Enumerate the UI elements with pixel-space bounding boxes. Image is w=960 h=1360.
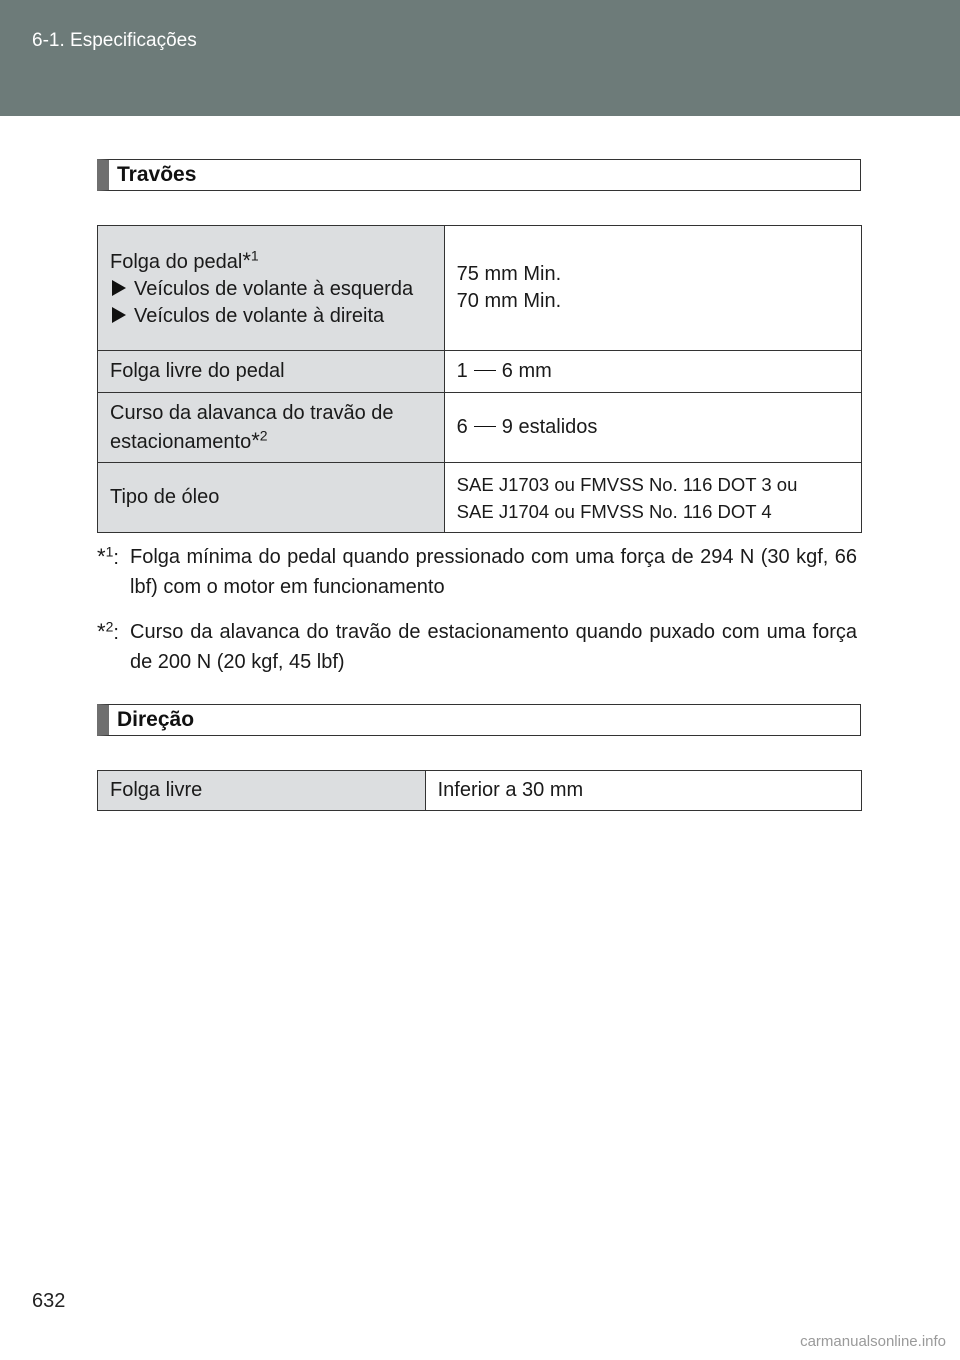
left-hand-drive-value: 75 mm Min. (456, 263, 562, 285)
steering-spec-table (97, 770, 862, 811)
brakes-spec-table (97, 225, 862, 533)
range-dash-icon (474, 370, 496, 371)
fluid-type-value-1: SAE J1703 ou FMVSS No. 116 DOT 3 ou (456, 473, 798, 495)
footnote-star-icon: * (251, 427, 260, 453)
table-cell-label (98, 463, 445, 533)
footnote-mark: *$^1$: (97, 543, 119, 569)
table-row (98, 351, 862, 393)
table-row (98, 226, 862, 351)
table-cell-label (98, 771, 426, 811)
footnote-ref: 1 (250, 246, 259, 263)
footnote-text: Folga mínima do pedal quando pressionado com uma força de 294 N (30 kgf, 66 lbf) com o motor em funcionamento (130, 546, 857, 598)
footnote-ref: 2 (259, 426, 268, 443)
pedal-play-label: Folga do pedal (110, 250, 243, 273)
table-row (98, 393, 862, 463)
left-hand-drive-label: Veículos de volante à esquerda (134, 277, 414, 300)
range-from: 6 (456, 416, 468, 438)
table-row (98, 771, 862, 811)
table-cell-value (444, 463, 861, 533)
steering-free-play-value: Inferior a 30 mm (437, 779, 584, 801)
section-title-brakes (97, 159, 861, 191)
footnote-star-icon: * (242, 247, 251, 273)
table-cell-label (98, 226, 445, 351)
footnote-text: Curso da alavanca do travão de estacionamento quando puxado com uma força de 200 N (20 kgf, 45 lbf) (130, 621, 857, 673)
table-cell-value (444, 393, 861, 463)
page-number: 632 (32, 1290, 66, 1312)
footnote-star-icon: * (97, 619, 106, 644)
range-dash-icon (474, 426, 496, 427)
table-cell-value (444, 351, 861, 393)
range-from: 1 (456, 360, 468, 382)
footnote-1 (97, 542, 857, 602)
right-hand-drive-label: Veículos de volante à direita (134, 304, 385, 327)
watermark: carmanualsonline.info (800, 1333, 946, 1350)
page-header (0, 0, 960, 116)
pedal-free-play-label: Folga livre do pedal (110, 360, 285, 382)
right-hand-drive-value: 70 mm Min. (456, 290, 562, 312)
table-cell-label (98, 393, 445, 463)
section-title-steering (97, 704, 861, 736)
range-to: 9 estalidos (501, 416, 598, 438)
footnote-mark: *$^2$: (97, 618, 119, 644)
parking-brake-travel-label: Curso da alavanca do travão de estacionamento (110, 401, 394, 453)
fluid-type-label: Tipo de óleo (110, 486, 220, 508)
table-cell-value (444, 226, 861, 351)
steering-free-play-label: Folga livre (110, 779, 203, 801)
chapter-title: 6-1. Especificações (32, 30, 197, 51)
table-cell-label (98, 351, 445, 393)
footnote-star-icon: * (97, 544, 106, 569)
footnote-2 (97, 617, 857, 677)
triangle-bullet-icon (112, 307, 126, 323)
triangle-bullet-icon (112, 280, 126, 296)
table-cell-value (425, 771, 861, 811)
footnote-number: 2 (105, 618, 114, 635)
table-row (98, 463, 862, 533)
range-to: 6 mm (501, 360, 552, 382)
section-title-brakes-text: Travões (117, 163, 197, 186)
fluid-type-value-2: SAE J1704 ou FMVSS No. 116 DOT 4 (456, 500, 772, 522)
footnote-number: 1 (105, 543, 114, 560)
section-title-steering-text: Direção (117, 708, 195, 731)
